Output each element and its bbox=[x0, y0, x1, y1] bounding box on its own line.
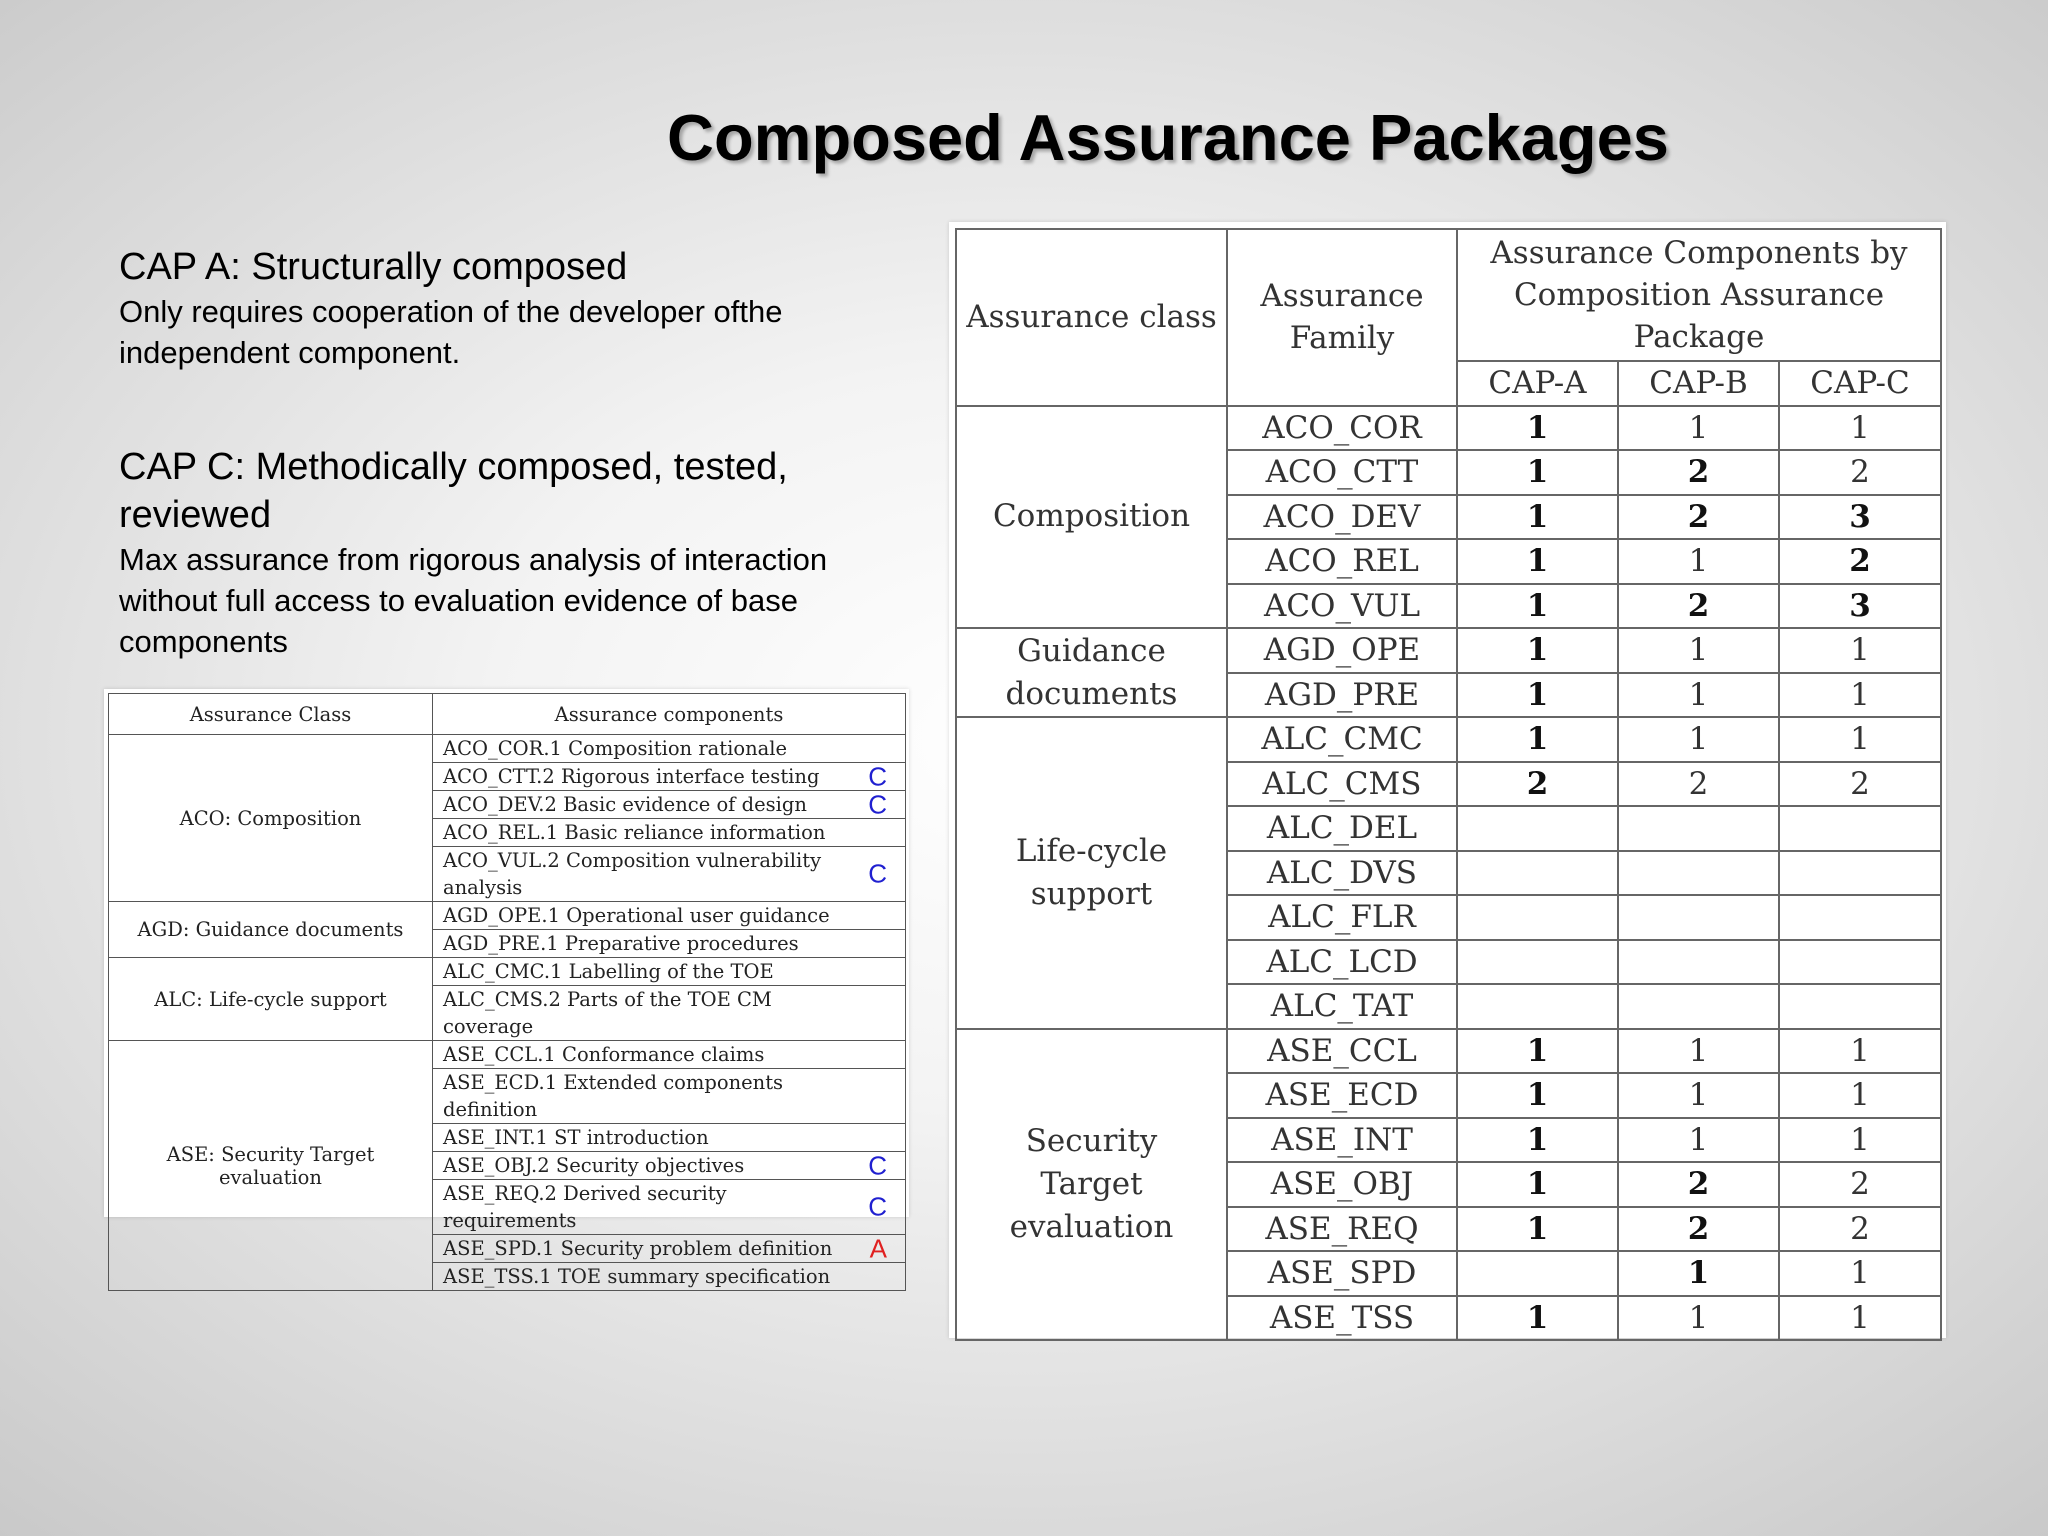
cap-a-value: 1 bbox=[1457, 717, 1618, 762]
component-label: AGD_OPE.1 Operational user guidance bbox=[443, 904, 830, 927]
class-cell: Life-cycle support bbox=[956, 717, 1227, 1029]
cap-a-value: 1 bbox=[1457, 1162, 1618, 1207]
cap-b-value: 1 bbox=[1618, 1118, 1779, 1163]
cap-table-panel bbox=[949, 222, 1946, 1338]
component-label: ASE_ECD.1 Extended components definition bbox=[443, 1071, 784, 1121]
cap-a-section bbox=[119, 243, 899, 373]
header-cap-c: CAP-C bbox=[1779, 361, 1941, 406]
family-cell: ASE_ECD bbox=[1227, 1073, 1457, 1118]
family-cell: ACO_DEV bbox=[1227, 495, 1457, 540]
cap-b-value bbox=[1618, 984, 1779, 1029]
cap-a-value: 1 bbox=[1457, 584, 1618, 629]
component-label: ACO_CTT.2 Rigorous interface testing bbox=[443, 765, 820, 788]
cap-mark: C bbox=[868, 789, 887, 819]
cap-a-value: 1 bbox=[1457, 628, 1618, 673]
cap-c-value: 1 bbox=[1779, 1073, 1941, 1118]
cap-a-value: 1 bbox=[1457, 1073, 1618, 1118]
class-cell: ASE: Security Target evaluation bbox=[109, 1041, 433, 1291]
component-cell bbox=[433, 930, 906, 958]
header-assurance-class: Assurance Class bbox=[109, 694, 433, 735]
cap-c-value bbox=[1779, 940, 1941, 985]
component-label: ASE_OBJ.2 Security objectives bbox=[443, 1154, 745, 1177]
cap-a-value: 2 bbox=[1457, 762, 1618, 807]
component-label: ACO_VUL.2 Composition vulnerability analysis bbox=[443, 849, 822, 899]
components-table-panel bbox=[104, 689, 909, 1288]
cap-a-value: 1 bbox=[1457, 1029, 1618, 1074]
class-cell: AGD: Guidance documents bbox=[109, 902, 433, 958]
cap-b-value: 2 bbox=[1618, 495, 1779, 540]
component-label: ASE_INT.1 ST introduction bbox=[443, 1126, 709, 1149]
cap-c-value: 1 bbox=[1779, 1118, 1941, 1163]
cap-a-description: Only requires cooperation of the developer ofthe independent component. bbox=[119, 294, 783, 370]
family-cell: ALC_FLR bbox=[1227, 895, 1457, 940]
cap-b-value: 2 bbox=[1618, 1207, 1779, 1252]
cap-a-value: 1 bbox=[1457, 450, 1618, 495]
cap-c-value bbox=[1779, 806, 1941, 851]
header-assurance-class: Assurance class bbox=[956, 229, 1227, 406]
cap-b-value: 2 bbox=[1618, 762, 1779, 807]
cap-b-value: 1 bbox=[1618, 717, 1779, 762]
component-label: ASE_CCL.1 Conformance claims bbox=[443, 1043, 765, 1066]
component-cell bbox=[433, 1124, 906, 1152]
family-cell: ALC_DVS bbox=[1227, 851, 1457, 896]
component-label: ASE_TSS.1 TOE summary specification bbox=[443, 1265, 831, 1288]
cap-a-value: 1 bbox=[1457, 1296, 1618, 1341]
cap-b-value bbox=[1618, 940, 1779, 985]
cap-mark: C bbox=[868, 1191, 887, 1222]
cap-b-value: 2 bbox=[1618, 1162, 1779, 1207]
family-cell: ALC_DEL bbox=[1227, 806, 1457, 851]
component-label: AGD_PRE.1 Preparative procedures bbox=[443, 932, 799, 955]
cap-mark: C bbox=[868, 1150, 887, 1180]
family-cell: ALC_CMC bbox=[1227, 717, 1457, 762]
family-cell: AGD_PRE bbox=[1227, 673, 1457, 718]
header-cap-b: CAP-B bbox=[1618, 361, 1779, 406]
table-row bbox=[956, 406, 1941, 451]
cap-a-value bbox=[1457, 940, 1618, 985]
component-cell bbox=[433, 902, 906, 930]
cap-b-value: 1 bbox=[1618, 673, 1779, 718]
cap-mark: A bbox=[869, 1233, 887, 1263]
component-label: ACO_COR.1 Composition rationale bbox=[443, 737, 788, 760]
component-label: ACO_DEV.2 Basic evidence of design bbox=[443, 793, 807, 816]
family-cell: AGD_OPE bbox=[1227, 628, 1457, 673]
component-label: ALC_CMS.2 Parts of the TOE CM coverage bbox=[443, 988, 772, 1038]
family-cell: ALC_TAT bbox=[1227, 984, 1457, 1029]
component-cell bbox=[433, 847, 906, 902]
component-label: ASE_REQ.2 Derived security requirements bbox=[443, 1182, 727, 1232]
cap-c-description: Max assurance from rigorous analysis of interaction without full access to evaluation evidence of base components bbox=[119, 542, 828, 659]
cap-c-value: 2 bbox=[1779, 1207, 1941, 1252]
table-row bbox=[956, 717, 1941, 762]
family-cell: ACO_VUL bbox=[1227, 584, 1457, 629]
header-cap-a: CAP-A bbox=[1457, 361, 1618, 406]
cap-c-section bbox=[119, 443, 899, 662]
component-cell bbox=[433, 1263, 906, 1291]
component-label: ASE_SPD.1 Security problem definition bbox=[443, 1237, 833, 1260]
component-cell bbox=[433, 763, 906, 791]
component-label: ALC_CMC.1 Labelling of the TOE bbox=[443, 960, 774, 983]
class-cell: Guidance documents bbox=[956, 628, 1227, 717]
cap-c-value: 1 bbox=[1779, 717, 1941, 762]
cap-b-value: 1 bbox=[1618, 1251, 1779, 1296]
family-cell: ACO_CTT bbox=[1227, 450, 1457, 495]
cap-c-heading: CAP C: Methodically composed, tested, reviewed bbox=[119, 446, 788, 536]
cap-c-value: 1 bbox=[1779, 628, 1941, 673]
component-label: ACO_REL.1 Basic reliance information bbox=[443, 821, 826, 844]
table-row bbox=[109, 958, 906, 986]
cap-b-value: 1 bbox=[1618, 1073, 1779, 1118]
cap-a-value bbox=[1457, 984, 1618, 1029]
component-cell bbox=[433, 986, 906, 1041]
cap-c-value: 1 bbox=[1779, 1296, 1941, 1341]
cap-mark: C bbox=[868, 761, 887, 791]
header-components-by-cap: Assurance Components by Composition Assurance Package bbox=[1457, 229, 1941, 361]
table-header-row bbox=[956, 229, 1941, 361]
cap-c-value: 1 bbox=[1779, 406, 1941, 451]
cap-b-value: 2 bbox=[1618, 450, 1779, 495]
table-row bbox=[956, 628, 1941, 673]
table-row bbox=[109, 1041, 906, 1069]
cap-a-value bbox=[1457, 851, 1618, 896]
cap-c-value bbox=[1779, 895, 1941, 940]
class-cell: Security Target evaluation bbox=[956, 1029, 1227, 1341]
table-row bbox=[956, 1029, 1941, 1074]
component-cell bbox=[433, 1069, 906, 1124]
cap-a-value: 1 bbox=[1457, 1118, 1618, 1163]
table-row bbox=[109, 902, 906, 930]
family-cell: ACO_REL bbox=[1227, 539, 1457, 584]
cap-c-value bbox=[1779, 984, 1941, 1029]
component-cell bbox=[433, 791, 906, 819]
cap-b-value: 1 bbox=[1618, 1029, 1779, 1074]
cap-c-value: 1 bbox=[1779, 1029, 1941, 1074]
cap-a-value bbox=[1457, 806, 1618, 851]
cap-b-value bbox=[1618, 806, 1779, 851]
header-assurance-family: Assurance Family bbox=[1227, 229, 1457, 406]
component-cell bbox=[433, 1041, 906, 1069]
family-cell: ASE_SPD bbox=[1227, 1251, 1457, 1296]
cap-c-value: 2 bbox=[1779, 762, 1941, 807]
cap-a-value: 1 bbox=[1457, 406, 1618, 451]
family-cell: ASE_OBJ bbox=[1227, 1162, 1457, 1207]
cap-mark: C bbox=[868, 858, 887, 889]
cap-b-value: 1 bbox=[1618, 1296, 1779, 1341]
cap-c-value: 1 bbox=[1779, 1251, 1941, 1296]
cap-a-value bbox=[1457, 895, 1618, 940]
cap-a-value bbox=[1457, 1251, 1618, 1296]
cap-a-value: 1 bbox=[1457, 1207, 1618, 1252]
cap-b-value: 2 bbox=[1618, 584, 1779, 629]
component-cell bbox=[433, 1235, 906, 1263]
table-header-row bbox=[109, 694, 906, 735]
family-cell: ASE_REQ bbox=[1227, 1207, 1457, 1252]
cap-c-value bbox=[1779, 851, 1941, 896]
assurance-components-table bbox=[108, 693, 906, 1291]
family-cell: ALC_CMS bbox=[1227, 762, 1457, 807]
family-cell: ACO_COR bbox=[1227, 406, 1457, 451]
cap-a-value: 1 bbox=[1457, 673, 1618, 718]
cap-b-value: 1 bbox=[1618, 539, 1779, 584]
family-cell: ASE_INT bbox=[1227, 1118, 1457, 1163]
cap-b-value bbox=[1618, 851, 1779, 896]
cap-a-value: 1 bbox=[1457, 495, 1618, 540]
class-cell: Composition bbox=[956, 406, 1227, 629]
component-cell bbox=[433, 1152, 906, 1180]
class-cell: ALC: Life-cycle support bbox=[109, 958, 433, 1041]
class-cell: ACO: Composition bbox=[109, 735, 433, 902]
family-cell: ASE_TSS bbox=[1227, 1296, 1457, 1341]
component-cell bbox=[433, 819, 906, 847]
cap-c-value: 2 bbox=[1779, 539, 1941, 584]
cap-a-heading: CAP A: Structurally composed bbox=[119, 246, 628, 288]
family-cell: ASE_CCL bbox=[1227, 1029, 1457, 1074]
cap-a-value: 1 bbox=[1457, 539, 1618, 584]
page-title: Composed Assurance Packages bbox=[667, 101, 1669, 174]
component-cell bbox=[433, 1180, 906, 1235]
cap-c-value: 3 bbox=[1779, 495, 1941, 540]
cap-b-value bbox=[1618, 895, 1779, 940]
cap-c-value: 2 bbox=[1779, 450, 1941, 495]
family-cell: ALC_LCD bbox=[1227, 940, 1457, 985]
cap-components-table bbox=[955, 228, 1942, 1341]
cap-b-value: 1 bbox=[1618, 628, 1779, 673]
header-assurance-components: Assurance components bbox=[433, 694, 906, 735]
cap-c-value: 2 bbox=[1779, 1162, 1941, 1207]
cap-b-value: 1 bbox=[1618, 406, 1779, 451]
component-cell bbox=[433, 958, 906, 986]
table-row bbox=[109, 735, 906, 763]
cap-c-value: 1 bbox=[1779, 673, 1941, 718]
component-cell bbox=[433, 735, 906, 763]
cap-c-value: 3 bbox=[1779, 584, 1941, 629]
